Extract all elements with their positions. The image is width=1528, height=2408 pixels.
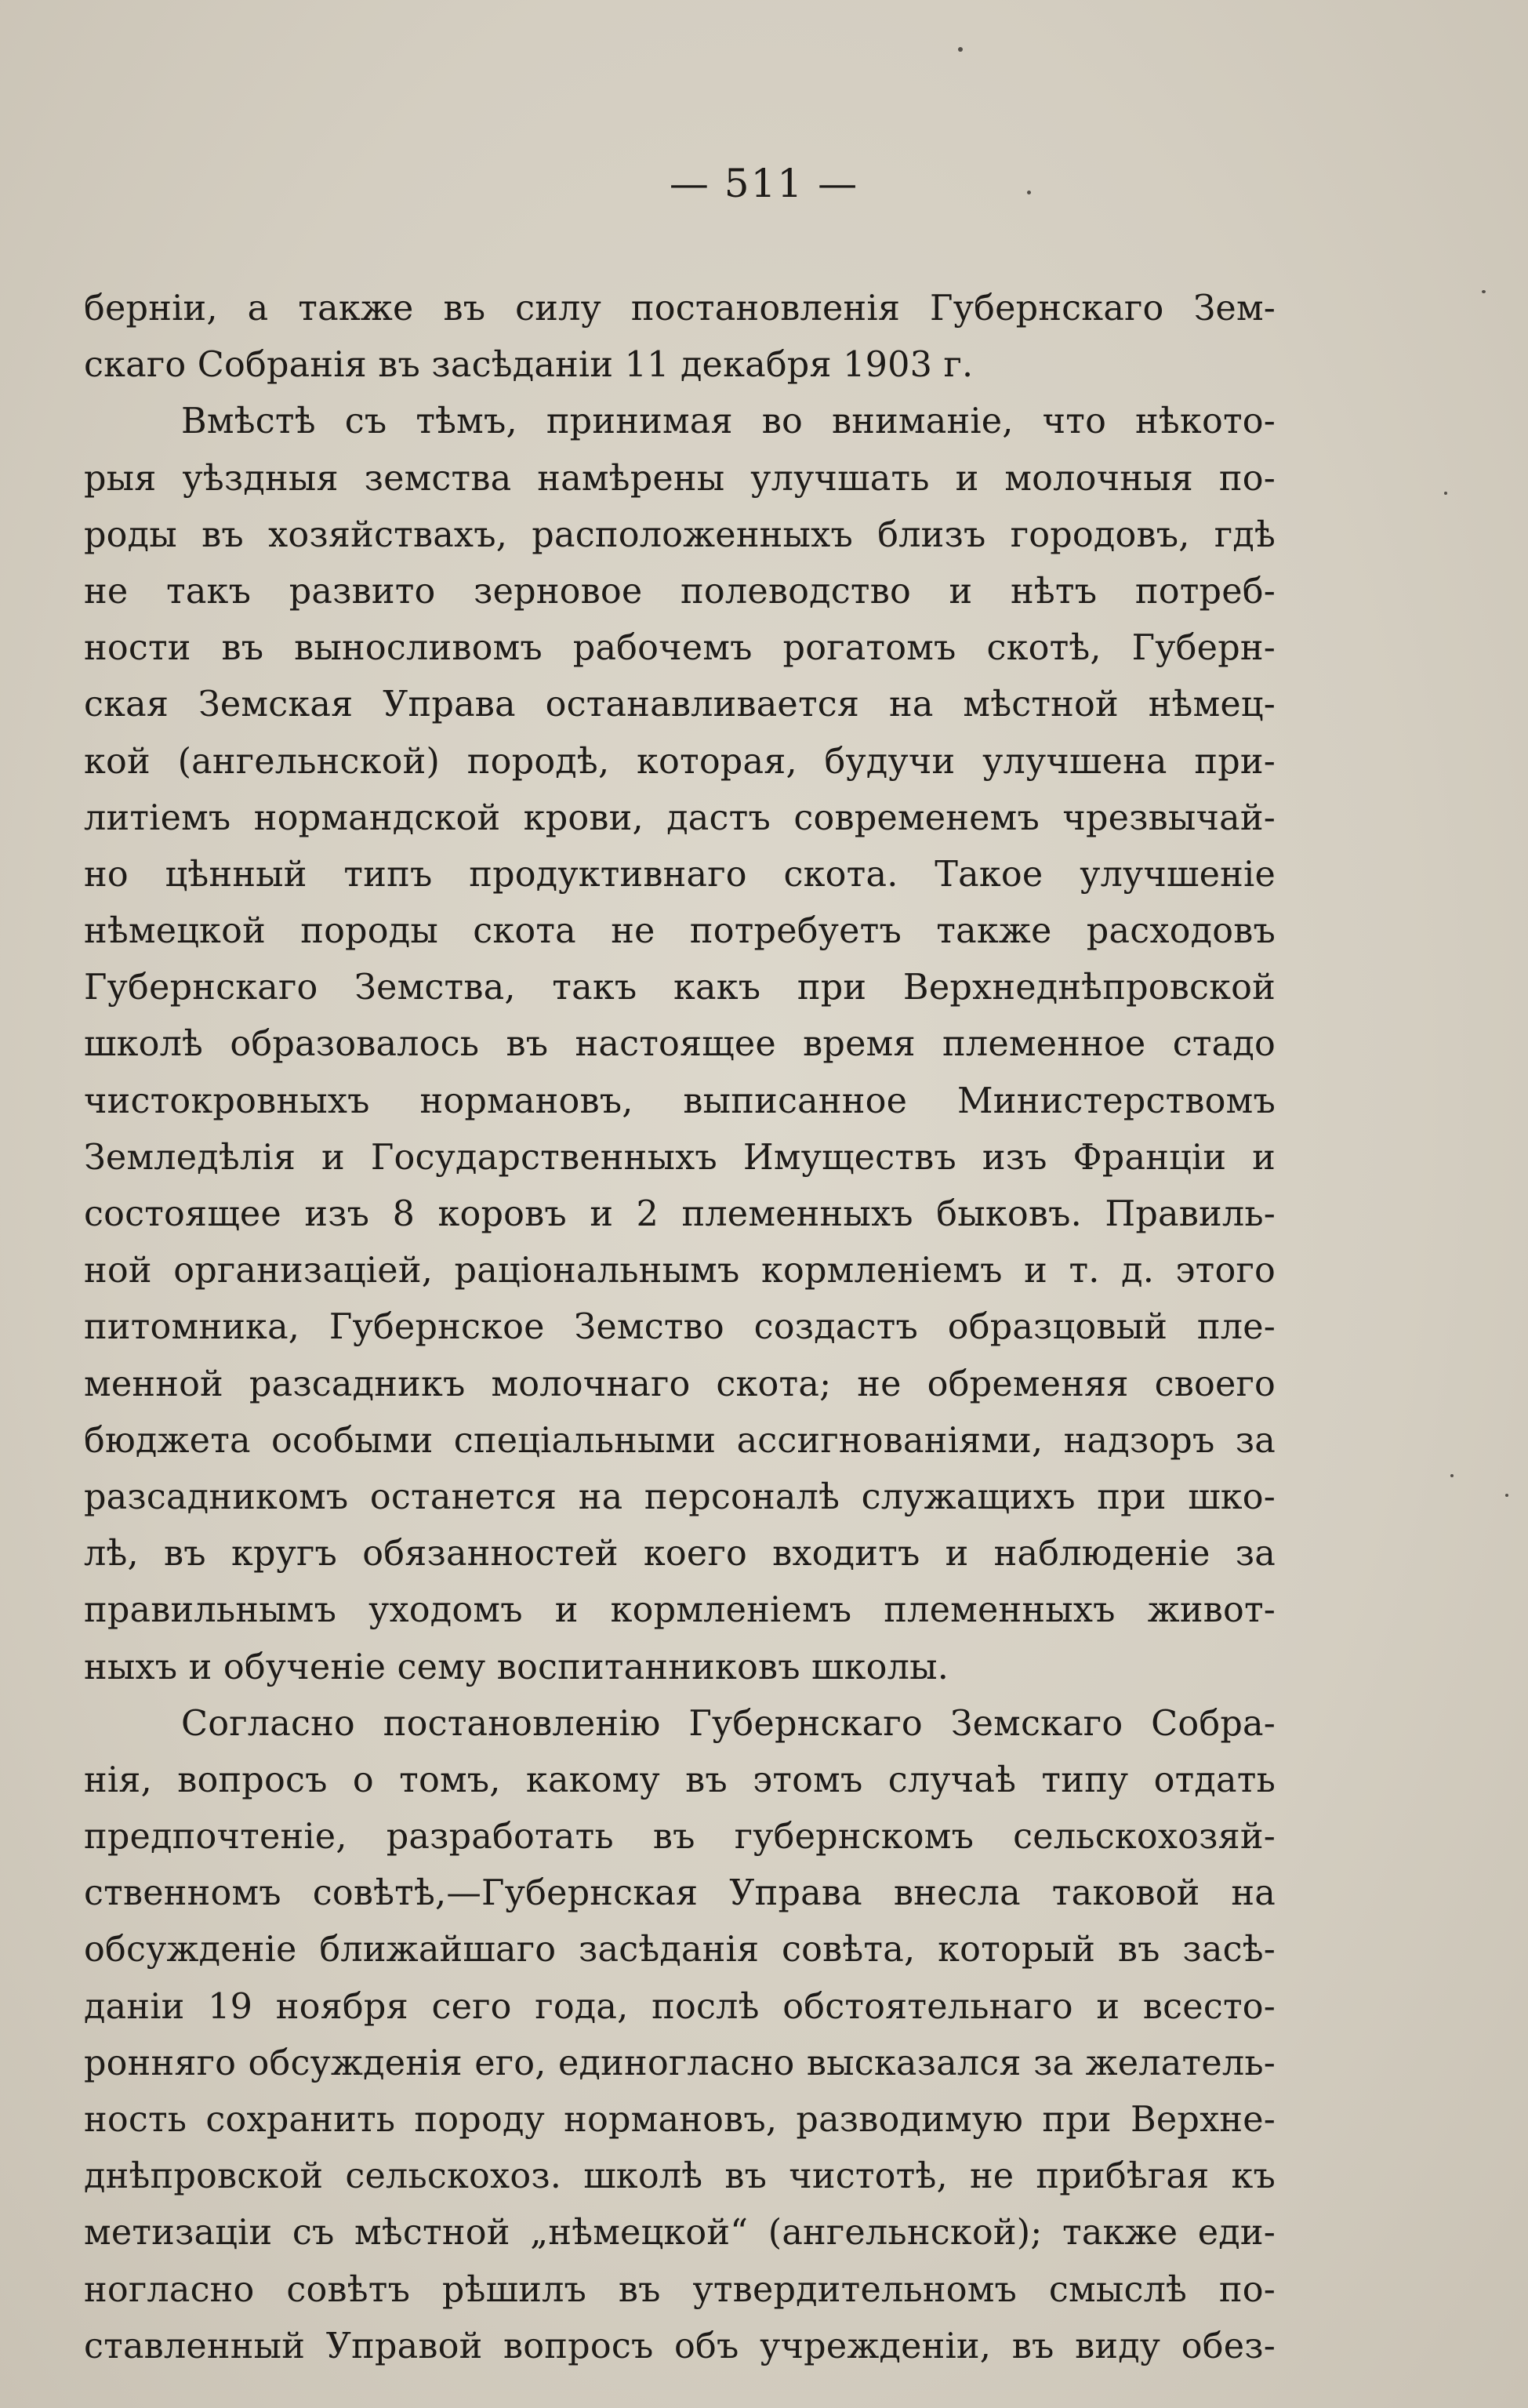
text-line: правильнымъ уходомъ и кормленіемъ племенныхъ живот- (84, 1590, 1276, 1631)
text-line: обсужденіе ближайшаго засѣданія совѣта, который въ засѣ- (84, 1930, 1276, 1970)
print-speck (1450, 1474, 1454, 1477)
text-line: роды въ хозяйствахъ, расположенныхъ близъ городовъ, гдѣ (84, 514, 1276, 555)
text-line: ныхъ и обученіе сему воспитанниковъ школы. (84, 1647, 949, 1687)
text-line: днѣпровской сельскохоз. школѣ въ чистотѣ, не прибѣгая къ (84, 2156, 1276, 2197)
text-line: ногласно совѣтъ рѣшилъ въ утвердительномъ смыслѣ по- (84, 2269, 1276, 2310)
text-line: кой (ангельнской) породѣ, которая, будучи улучшена при- (84, 741, 1276, 782)
print-speck (1505, 1494, 1508, 1497)
text-line: ность сохранить породу нормановъ, разводимую при Верхне- (84, 2100, 1276, 2140)
print-speck (1027, 191, 1031, 194)
text-line: метизаціи съ мѣстной „нѣмецкой“ (ангельнской); также еди- (84, 2213, 1276, 2254)
text-line: бюджета особыми спеціальными ассигнованіями, надзоръ за (84, 1420, 1276, 1461)
text-line: питомника, Губернское Земство создастъ образцовый пле- (84, 1307, 1276, 1348)
text-line: нѣмецкой породы скота не потребуетъ также расходовъ (84, 911, 1276, 952)
body-text (84, 281, 1276, 2375)
text-line: ставленный Управой вопросъ объ учрежденіи, въ виду обез- (84, 2326, 1276, 2366)
text-line: берніи, а также въ силу постановленія Губернскаго Зем- (84, 289, 1276, 329)
text-line: ронняго обсужденія его, единогласно высказался за желатель- (84, 2043, 1276, 2083)
print-speck (1482, 290, 1486, 293)
text-line: рыя уѣздныя земства намѣрены улучшать и молочныя по- (84, 458, 1276, 499)
text-line: ская Земская Управа останавливается на мѣстной нѣмец- (84, 685, 1276, 725)
text-line: нія, вопросъ о томъ, какому въ этомъ случаѣ типу отдать (84, 1760, 1276, 1800)
print-speck (1444, 492, 1447, 495)
print-speck (958, 47, 963, 52)
text-line: школѣ образовалось въ настоящее время племенное стадо (84, 1024, 1276, 1065)
text-line: предпочтеніе, разработать въ губернскомъ сельскохозяй- (84, 1817, 1276, 1858)
text-line: ной организаціей, раціональнымъ кормленіемъ и т. д. этого (84, 1251, 1276, 1291)
text-line: Земледѣлія и Государственныхъ Имуществъ изъ Франціи и (84, 1137, 1276, 1178)
text-line: скаго Собранія въ засѣданіи 11 декабря 1903 г. (84, 345, 974, 386)
page-number: — 511 — (669, 161, 859, 206)
text-line: ственномъ совѣтѣ,—Губернская Управа внесла таковой на (84, 1873, 1276, 1914)
text-line: даніи 19 ноября сего года, послѣ обстоятельнаго и всесто- (84, 1986, 1276, 2027)
text-line: чистокровныхъ нормановъ, выписанное Министерствомъ (84, 1081, 1276, 1121)
text-line: но цѣнный типъ продуктивнаго скота. Такое улучшеніе (84, 854, 1276, 895)
text-line: не такъ развито зерновое полеводство и нѣтъ потреб- (84, 571, 1276, 612)
text-line: ности въ выносливомъ рабочемъ рогатомъ скотѣ, Губерн- (84, 628, 1276, 669)
text-line: лѣ, въ кругъ обязанностей коего входитъ и наблюденіе за (84, 1534, 1276, 1574)
text-line: Вмѣстѣ съ тѣмъ, принимая во вниманіе, что нѣкото- (181, 401, 1276, 442)
text-line: разсадникомъ останется на персоналѣ служащихъ при шко- (84, 1476, 1276, 1517)
text-line: Губернскаго Земства, такъ какъ при Верхнеднѣпровской (84, 968, 1276, 1008)
text-line: состоящее изъ 8 коровъ и 2 племенныхъ быковъ. Правиль- (84, 1194, 1276, 1234)
text-line: Согласно постановленію Губернскаго Земскаго Собра- (181, 1703, 1276, 1744)
text-line: менной разсадникъ молочнаго скота; не обременяя своего (84, 1364, 1276, 1404)
text-line: литіемъ нормандской крови, дастъ современемъ чрезвычай- (84, 797, 1276, 838)
